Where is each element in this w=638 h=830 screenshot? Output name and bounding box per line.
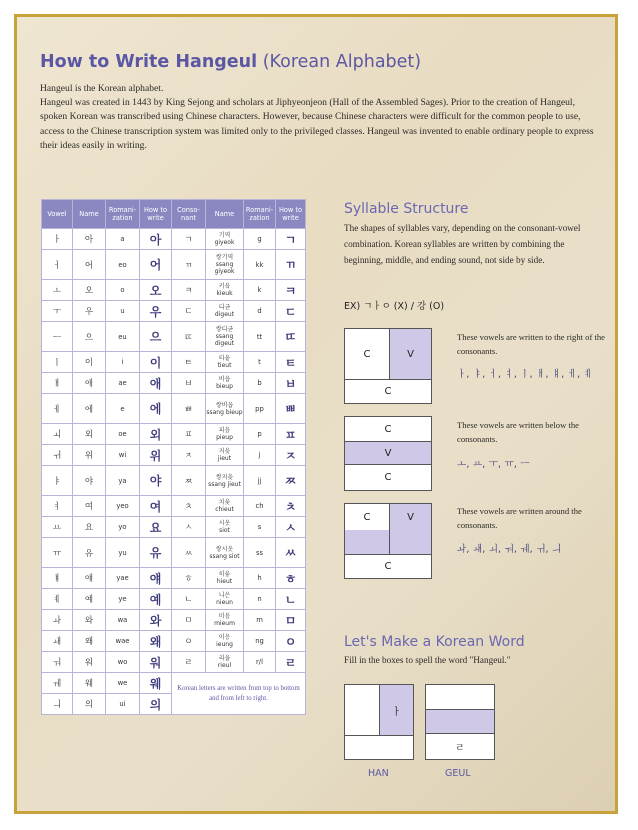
consonant-name-cell [206,250,244,280]
vowel-name-cell: 예 [73,589,106,610]
geul-box [425,684,495,760]
consonant-name-cell [206,394,244,424]
table-row [42,229,306,250]
vowel-name-cell: 우 [73,301,106,322]
consonant-name-cell [206,373,244,394]
vowel-cell: ㅘ [42,610,73,631]
consonant-romanization-cell: pp [244,394,276,424]
consonant-cell: ㅎ [172,568,206,589]
vowel-stroke-guide: 와 [140,610,172,631]
consonant-stroke-guide: ㅉ [276,466,306,496]
consonant-name-hangeul: 쌍디귿 [215,326,234,333]
vowel-romanization-cell: wi [106,445,140,466]
vowel-stroke-guide: 우 [140,301,172,322]
geul-consonant-input[interactable] [426,685,494,709]
consonant-cell: ㄴ [172,589,206,610]
vowel-name-cell: 어 [73,250,106,280]
vowel-cell: ㅞ [42,673,73,694]
vowel-cell: ㅝ [42,652,73,673]
header-cell: Name [73,200,106,229]
vowel-bottom-cell [345,530,389,555]
table-row [42,610,306,631]
consonant-name-cell [206,280,244,301]
vowel-cell: ㅖ [42,589,73,610]
vowel-cell: ㅑ [42,466,73,496]
vowel-stroke-guide: 이 [140,352,172,373]
consonant-romanization-cell: ch [244,496,276,517]
vowel-cell: ㅗ [42,280,73,301]
consonant-name-roman: mieum [214,620,235,627]
vowel-cell: ㅟ [42,445,73,466]
table-row [42,568,306,589]
consonant-name-roman: bieup [216,383,233,390]
box3-description: These vowels are written around the consonants. [457,506,582,530]
table-row [42,373,306,394]
word-heading: Let's Make a Korean Word [344,634,525,650]
consonant-name-roman: hieut [216,578,233,585]
page-title [40,52,421,72]
vowel-stroke-guide: 여 [140,496,172,517]
consonant-name-roman: ssang giyeok [214,261,235,275]
consonant-romanization-cell: kk [244,250,276,280]
consonant-stroke-guide: ㅃ [276,394,306,424]
vowel-romanization-cell: wae [106,631,140,652]
consonant-name-hangeul: 비읍 [218,376,231,383]
title-sub: (Korean Alphabet) [257,52,422,72]
consonant-name-roman: ssang siot [209,552,240,560]
consonant-name-roman: ssang digeut [214,333,235,347]
vowel-cell: ㅢ [42,694,73,715]
consonant-name-cell [206,445,244,466]
vowel-cell: ㅛ [42,517,73,538]
final-consonant-cell: C [345,379,431,403]
consonant-stroke-guide: ㅂ [276,373,306,394]
consonant-cell: ㅅ [172,517,206,538]
vowel-romanization-cell: yae [106,568,140,589]
table-note: Korean letters are written from top to bottom and from left to right. [172,673,306,715]
vowel-cell: ㅏ [42,229,73,250]
vowel-cell: ㅠ [42,538,73,568]
consonant-cell: ㄷ [172,301,206,322]
table-row [42,394,306,424]
vowel-romanization-cell: u [106,301,140,322]
box3-vowels: ㅘ, ㅙ, ㅚ, ㅝ, ㅞ, ㅟ, ㅢ [457,544,562,555]
consonant-name-cell [206,610,244,631]
consonant-romanization-cell: h [244,568,276,589]
consonant-name-roman: siot [219,527,230,534]
consonant-stroke-guide: ㅇ [276,631,306,652]
consonant-cell: ㄱ [172,229,206,250]
table-row [42,280,306,301]
consonant-cell: ㅆ [172,538,206,568]
header-cell: Romani-zation [106,200,140,229]
final-consonant-cell: C [384,472,392,483]
box2-description: These vowels are written below the consonants. [457,420,579,444]
consonant-name-hangeul: 디귿 [218,304,231,311]
vowel-stroke-guide: 외 [140,424,172,445]
consonant-stroke-guide: ㅅ [276,517,306,538]
title-main: How to Write Hangeul [40,52,258,72]
intro-paragraph: Hangeul was created in 1443 by King Sejong and scholars at Jiphyeonjeon (Hall of the Assembled Sages). Prior to the creation of Hangeul, spoken Korean was transcribed using Chinese characters. However, because Chinese characters were difficult for the common people to use, access to the Chinese transcription system was limited only to the privileged classes. Hangeul was invented to enable ordinary people to express their ideas easily in writing. [40,97,594,151]
consonant-name-hangeul: 히읗 [218,571,231,578]
vowel-name-cell: 얘 [73,568,106,589]
consonant-name-hangeul: 리을 [218,655,231,662]
vowel-name-cell: 야 [73,466,106,496]
vowel-romanization-cell: yeo [106,496,140,517]
vowel-stroke-guide: 유 [140,538,172,568]
consonant-romanization-cell: p [244,424,276,445]
vowel-cell: ㅜ [42,301,73,322]
vowel-name-cell: 여 [73,496,106,517]
consonant-cell: ㄲ [172,250,206,280]
consonant-name-hangeul: 티읕 [218,355,231,362]
consonant-name-cell [206,424,244,445]
final-consonant-cell: C [384,561,392,572]
table-row [42,445,306,466]
vowel-cell: ㅕ [42,496,73,517]
consonant-romanization-cell: r/l [244,652,276,673]
box1-description: These vowels are written to the right of the consonants. [457,332,605,356]
vowel-stroke-guide: 예 [140,589,172,610]
consonant-name-roman: pieup [216,434,233,441]
table-row [42,517,306,538]
vowel-stroke-guide: 애 [140,373,172,394]
vowel-romanization-cell: we [106,673,140,694]
vowel-name-cell: 워 [73,652,106,673]
table-row [42,322,306,352]
syllable-example: EX) ㄱㅏㅇ (X) / 강 (O) [344,301,445,312]
consonant-stroke-guide: ㄷ [276,301,306,322]
vowel-cell: ㅔ [42,394,73,424]
vowel-name-cell: 와 [73,610,106,631]
vowel-romanization-cell: ui [106,694,140,715]
vowel-name-cell: 의 [73,694,106,715]
vowel-romanization-cell: yu [106,538,140,568]
vowel-romanization-cell: e [106,394,140,424]
consonant-name-roman: rieul [217,662,232,669]
consonant-stroke-guide: ㅌ [276,352,306,373]
structure-box-right [344,328,432,404]
vowel-romanization-cell: i [106,352,140,373]
vowel-cell: ㅒ [42,568,73,589]
vowel-romanization-cell: ae [106,373,140,394]
consonant-name-cell [206,301,244,322]
vowel-cell: V [389,504,431,530]
han-box [344,684,414,760]
vowel-cell: ㅣ [42,352,73,373]
consonant-name-hangeul: 치읓 [218,499,231,506]
structure-box-around [344,503,432,579]
vowel-romanization-cell: eu [106,322,140,352]
consonant-cell: ㅊ [172,496,206,517]
consonant-romanization-cell: j [244,445,276,466]
header-cell: How to write [140,200,172,229]
consonant-romanization-cell: t [244,352,276,373]
consonant-name-hangeul: 미음 [218,613,231,620]
consonant-name-roman: tieut [217,362,232,369]
vowel-romanization-cell: ya [106,466,140,496]
consonant-cell: ㅉ [172,466,206,496]
consonant-name-hangeul: 시옷 [218,520,231,527]
box2-vowels: ㅗ, ㅛ, ㅜ, ㅠ, ㅡ [457,459,530,470]
table-row [42,631,306,652]
vowel-name-cell: 유 [73,538,106,568]
consonant-name-cell [206,568,244,589]
consonant-romanization-cell: b [244,373,276,394]
header-cell: How to write [276,200,306,229]
consonant-romanization-cell: n [244,589,276,610]
han-vowel-cell: ㅏ [379,685,413,735]
consonant-name-cell [206,652,244,673]
vowel-stroke-guide: 오 [140,280,172,301]
vowel-romanization-cell: ye [106,589,140,610]
consonant-stroke-guide: ㄹ [276,652,306,673]
consonant-stroke-guide: ㅆ [276,538,306,568]
table-header [42,200,306,229]
consonant-name-roman: kieuk [216,290,233,297]
vowel-stroke-guide: 웨 [140,673,172,694]
consonant-name-hangeul: 쌍지읒 [215,473,234,481]
vowel-romanization-cell: oe [106,424,140,445]
consonant-name-cell [206,538,244,568]
vowel-romanization-cell: wa [106,610,140,631]
consonant-romanization-cell: tt [244,322,276,352]
consonant-romanization-cell: k [244,280,276,301]
consonant-name-roman: nieun [216,599,233,606]
vowel-name-cell: 요 [73,517,106,538]
consonant-name-roman: ieung [216,641,233,648]
consonant-name-hangeul: 피읖 [218,427,231,434]
vowel-cell: ㅐ [42,373,73,394]
header-cell: Vowel [42,200,73,229]
header-cell: Romani-zation [244,200,276,229]
vowel-name-cell: 위 [73,445,106,466]
consonant-cell: ㅇ [172,631,206,652]
consonant-cell: ㅈ [172,445,206,466]
consonant-stroke-guide: ㅎ [276,568,306,589]
syllable-heading: Syllable Structure [344,201,469,217]
vowel-name-cell: 애 [73,373,106,394]
consonant-cell: ㄸ [172,322,206,352]
consonant-stroke-guide: ㅁ [276,610,306,631]
vowel-romanization-cell: wo [106,652,140,673]
consonant-name-cell [206,517,244,538]
consonant-romanization-cell: d [244,301,276,322]
han-label: HAN [368,768,389,779]
consonant-romanization-cell: jj [244,466,276,496]
consonant-cell: ㅋ [172,280,206,301]
consonant-cell: ㄹ [172,652,206,673]
table-row [42,652,306,673]
han-consonant-input[interactable] [345,685,379,735]
vowel-stroke-guide: 아 [140,229,172,250]
vowel-romanization-cell: eo [106,250,140,280]
consonant-cell: C [384,423,392,435]
consonant-name-hangeul: 쌍기역 [215,254,234,261]
vowel-corner-cell [389,530,431,555]
geul-vowel-cell[interactable] [426,709,494,734]
vowel-romanization-cell: yo [106,517,140,538]
consonant-name-roman: ssang bieup [206,408,243,416]
table-row [42,466,306,496]
consonant-name-hangeul: 쌍비읍 [215,401,234,409]
vowel-stroke-guide: 요 [140,517,172,538]
intro-text [40,82,600,153]
vowel-romanization-cell: o [106,280,140,301]
consonant-cell: ㅂ [172,373,206,394]
consonant-stroke-guide: ㄲ [276,250,306,280]
consonant-name-cell [206,631,244,652]
vowel-cell: V [389,329,431,379]
vowel-stroke-guide: 왜 [140,631,172,652]
consonant-name-cell [206,322,244,352]
table-row [42,538,306,568]
hangeul-table [41,199,306,715]
consonant-name-cell [206,352,244,373]
header-cell: Conso-nant [172,200,206,229]
consonant-name-hangeul: 키읔 [218,283,231,290]
consonant-romanization-cell: g [244,229,276,250]
vowel-name-cell: 으 [73,322,106,352]
vowel-stroke-guide: 위 [140,445,172,466]
consonant-stroke-guide: ㅋ [276,280,306,301]
consonant-romanization-cell: m [244,610,276,631]
consonant-name-cell [206,229,244,250]
vowel-cell: ㅚ [42,424,73,445]
table-row [42,301,306,322]
box1-vowels: ㅏ, ㅑ, ㅓ, ㅕ, ㅣ, ㅐ, ㅒ, ㅔ, ㅖ [457,369,593,380]
consonant-name-roman: giyeok [214,239,235,246]
intro-line-1: Hangeul is the Korean alphabet. [40,83,164,94]
vowel-stroke-guide: 으 [140,322,172,352]
vowel-stroke-guide: 야 [140,466,172,496]
header-cell: Name [206,200,244,229]
vowel-name-cell: 외 [73,424,106,445]
consonant-name-roman: chieut [215,506,234,513]
vowel-name-cell: 이 [73,352,106,373]
structure-box-below [344,416,432,491]
vowel-name-cell: 에 [73,394,106,424]
consonant-name-cell [206,466,244,496]
consonant-cell: ㅃ [172,394,206,424]
table-row [42,496,306,517]
table-row [42,424,306,445]
vowel-stroke-guide: 워 [140,652,172,673]
vowel-stroke-guide: 얘 [140,568,172,589]
word-text: Fill in the boxes to spell the word "Hangeul." [344,655,511,665]
consonant-cell: C [363,348,371,360]
table-row [42,589,306,610]
vowel-stroke-guide: 에 [140,394,172,424]
consonant-name-hangeul: 니은 [218,592,231,599]
consonant-cell: ㅍ [172,424,206,445]
vowel-romanization-cell: a [106,229,140,250]
consonant-romanization-cell: ng [244,631,276,652]
table-row [42,352,306,373]
vowel-stroke-guide: 어 [140,250,172,280]
consonant-name-roman: digeut [214,311,235,318]
consonant-name-cell [206,589,244,610]
vowel-stroke-guide: 의 [140,694,172,715]
vowel-name-cell: 오 [73,280,106,301]
table-row [42,673,306,694]
consonant-name-hangeul: 쌍시옷 [215,545,234,553]
consonant-stroke-guide: ㄸ [276,322,306,352]
consonant-stroke-guide: ㅊ [276,496,306,517]
vowel-name-cell: 왜 [73,631,106,652]
vowel-name-cell: 웨 [73,673,106,694]
han-final-input[interactable] [345,735,413,759]
geul-final-cell: ㄹ [455,743,465,754]
consonant-cell: ㅌ [172,352,206,373]
consonant-name-hangeul: 기역 [218,232,231,239]
consonant-stroke-guide: ㄱ [276,229,306,250]
consonant-name-cell [206,496,244,517]
vowel-cell: ㅙ [42,631,73,652]
vowel-cell: V [345,441,431,465]
syllable-text: The shapes of syllables vary, depending on the consonant-vowel combination. Korean syllables are written by combining the beginning, middle, and ending sound, not side by side. [344,223,581,265]
table-row [42,250,306,280]
vowel-name-cell: 아 [73,229,106,250]
consonant-stroke-guide: ㄴ [276,589,306,610]
consonant-name-hangeul: 지읒 [218,448,231,455]
consonant-cell: ㅁ [172,610,206,631]
vowel-cell: ㅓ [42,250,73,280]
vowel-cell: ㅡ [42,322,73,352]
consonant-stroke-guide: ㅈ [276,445,306,466]
consonant-cell: C [363,511,371,523]
consonant-name-hangeul: 이응 [218,634,231,641]
geul-label: GEUL [445,768,471,779]
consonant-romanization-cell: s [244,517,276,538]
consonant-stroke-guide: ㅍ [276,424,306,445]
consonant-romanization-cell: ss [244,538,276,568]
consonant-name-roman: ssang jieut [208,480,241,488]
consonant-name-roman: jieut [217,455,232,462]
